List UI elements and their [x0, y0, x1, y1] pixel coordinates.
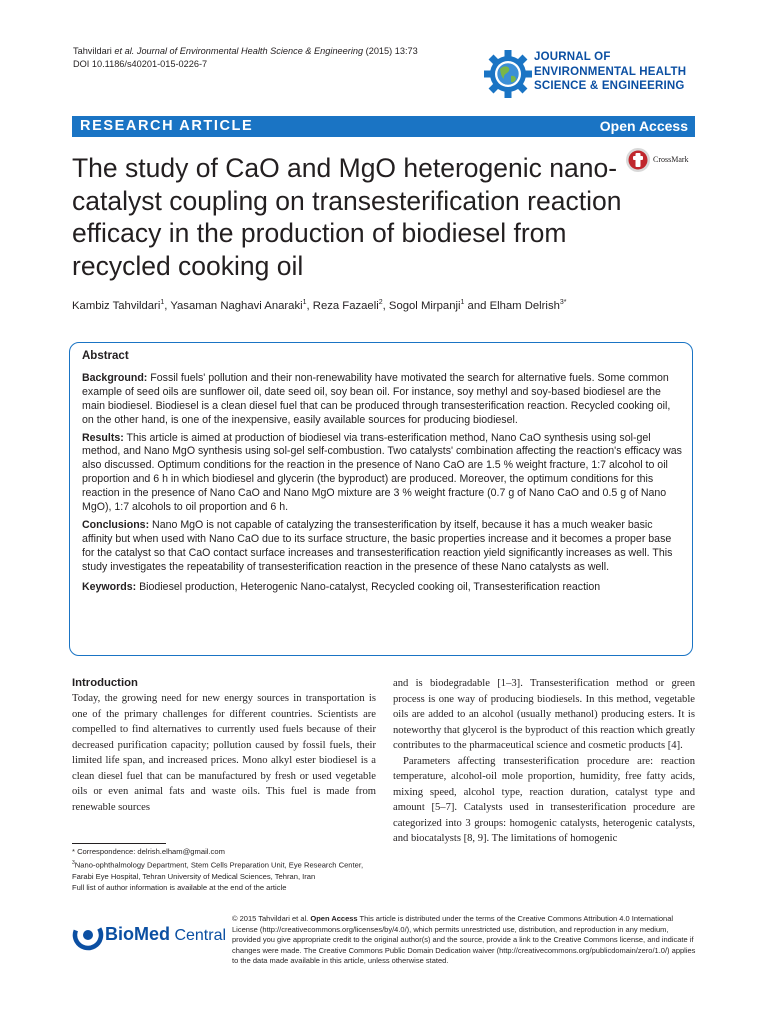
author-separator: and	[464, 299, 490, 312]
abstract-conclusions: Conclusions: Nano MgO is not capable of catalyzing the transesterification by itself, because it has a much weaker basic affinity but when used with Nano CaO due to its surface structure, the basic properties increase and it becomes a proper base for the catalyst so that CaO contact surface increases and transesterification reaction yield significantly increases as well. This study investigates the repeatability of transesterification reaction in the presence of these Nano catalysts as well.	[82, 518, 673, 573]
body-paragraph: Parameters affecting transesterification procedure are: reaction temperature, alcohol-oil mole proportion, humidity, free fatty acids, mixing speed, alcohol type, reaction duration, catalyst type and amount [5–7]. Catalysts used in transesterification procedure are categorized into 3 groups: homogenic catalysts, heterogenic catalysts, and biocatalysts [8, 9]. The limitations of homogenic	[393, 755, 695, 844]
footnotes	[72, 846, 372, 894]
author-list	[72, 299, 567, 312]
biomed-wordmark: BioMed Central	[105, 924, 227, 944]
author-name: Reza Fazaeli	[312, 299, 379, 312]
abstract-results: Results: This article is aimed at production of biodiesel via trans-esterification method, Nano CaO synthesis using sol-gel method, and Nano MgO synthesis using sol-gel self-combustion. Two catalysts' combination affecting the reaction's efficacy was also discussed. Optimum conditions for the reaction in the presence of Nano CaO are 1.5 % weight fracture, 1:7 alcohol to oil proportion and 6 h in which biodiesel and glycerin (the byproduct) are produced. Moreover, the optimum conditions for this reaction in the presence of Nano CaO and Nano MgO mixture are 3 % weight fracture (0.7 g of Nano CaO and 0.5 g of Nano MgO), 1:7 alcohols to oil proportion and 6 h.	[82, 431, 682, 514]
citation-journal: et al. Journal of Environmental Health Science & Engineering	[114, 46, 364, 56]
citation-line: Tahvildari et al. Journal of Environmental Health Science & Engineering (2015) 13:73	[73, 46, 418, 56]
article-title: The study of CaO and MgO heterogenic nano-catalyst coupling on transesterification reaction efficacy in the production of biodiesel from recycled cooking oil	[72, 153, 622, 281]
author-name: Kambiz Tahvildari	[72, 299, 161, 312]
author-affiliation-marker: 3*	[559, 299, 567, 306]
crossmark-badge[interactable]	[625, 147, 700, 173]
author-info-note: Full list of author information is available at the end of the article	[72, 883, 287, 893]
correspondence[interactable]: * Correspondence: delrish.elham@gmail.com	[72, 847, 225, 856]
abstract-heading: Abstract	[82, 350, 129, 362]
abstract-background: Background: Fossil fuels' pollution and their non-renewability have motivated the search for alternative fuels. Some common example of seed oils are sunflower oil, date seed oil, soy bean oil. For instance, soy methyl and soy-based biodiesel are the main biodiesel. Biodiesel is a clean diesel fuel that can be produced through transesterification reaction. Recycled cooking oil, on the other hand, is one of the inexpensive, easily available sources for producing biodiesel.	[82, 371, 671, 426]
body-paragraph: and is biodegradable [1–3]. Transesterification method or green process is one way of producing biodiesels. In this method, vegetable oils are added to an alcohol (usually methanol) producing esters. It is noteworthy that glycerol is the byproduct of this reaction which greatly contributes to the pharmaceutical science and cosmetic products [4].	[393, 678, 695, 751]
crossmark-icon	[625, 147, 651, 173]
doi-line[interactable]: DOI 10.1186/s40201-015-0226-7	[73, 59, 208, 69]
abstract	[82, 350, 682, 599]
open-access-label[interactable]: Open Access	[599, 118, 688, 134]
body-right-column	[393, 676, 695, 847]
abstract-keywords: Keywords: Biodiesel production, Heterogenic Nano-catalyst, Recycled cooking oil, Transesterification reaction	[82, 580, 601, 593]
author-affiliation-marker: 2	[378, 299, 383, 306]
article-type-bar	[72, 116, 695, 137]
author-name: Elham Delrish	[489, 299, 560, 312]
footnote-divider	[72, 843, 166, 844]
author-separator: ,	[382, 299, 389, 312]
gear-globe-icon	[483, 43, 533, 103]
biomed-swirl-icon	[72, 919, 104, 951]
introduction-heading: Introduction	[72, 677, 138, 689]
introduction-paragraph: Today, the growing need for new energy sources in transportation is one of the primary challenges for different countries. Scientists are compelled to find alternatives to currently used fuels because of their decreased purification capacity; pollution caused by fossil fuels, their limited life span, and increased prices. Mono alkyl ester biodiesel is a clean diesel fuel that can be manufactured by fresh or used vegetable oils or even animal fats and waste oils. This fuel is made from renewable sources	[72, 693, 376, 813]
author-affiliation-marker: 1	[302, 299, 307, 306]
author-affiliation-marker: 1	[160, 299, 165, 306]
author-separator: ,	[306, 299, 313, 312]
body-left-column	[72, 676, 376, 815]
author-affiliation-marker: 1	[460, 299, 465, 306]
affiliation: $^3$Nano-ophthalmology Department, Stem Cells Preparation Unit, Eye Research Center, Farabi Eye Hospital, Tehran University of Medical Sciences, Tehran, Iran	[72, 859, 364, 881]
article-type-label: RESEARCH ARTICLE	[80, 118, 254, 134]
citation-header	[73, 45, 418, 71]
crossmark-label: CrossMark	[653, 155, 689, 164]
author-name: Sogol Mirpanji	[388, 299, 461, 312]
author-separator: ,	[164, 299, 171, 312]
license-text: © 2015 Tahvildari et al. Open Access This article is distributed under the terms of the Creative Commons Attribution 4.0 International License (http://creativecommons.org/licenses/by/4.0/), which permits unrestricted use, distribution, and reproduction in any medium, provided you give appropriate credit to the original author(s) and the source, provide a link to the Creative Commons license, and indicate if changes were made. The Creative Commons Public Domain Dedication waiver (http://creativecommons.org/publicdomain/zero/1.0/) applies to the data made available in this article, unless otherwise stated.	[232, 914, 696, 966]
biomed-central-logo[interactable]	[72, 915, 227, 955]
author-name: Yasaman Naghavi Anaraki	[170, 299, 303, 312]
journal-name: JOURNAL OF ENVIRONMENTAL HEALTH SCIENCE & ENGINEERING	[534, 51, 687, 92]
